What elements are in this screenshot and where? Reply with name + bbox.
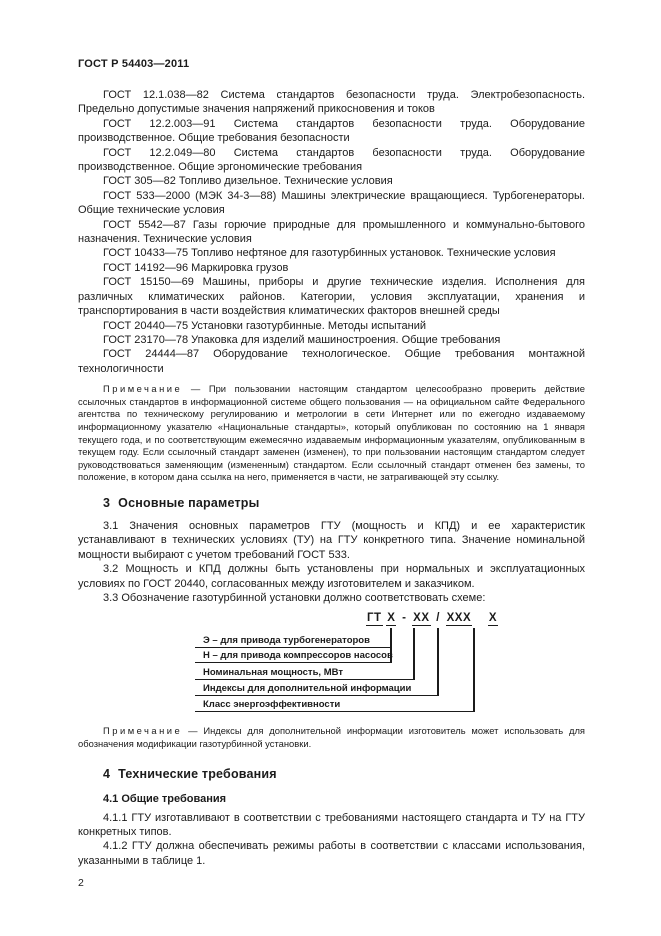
formula-index: ХХХ (446, 612, 472, 625)
reference-item: ГОСТ 533—2000 (МЭК 34-3—88) Машины электрические вращающиеся. Турбогенераторы. Общие технические условия (78, 189, 585, 217)
designation-row-power: Номинальная мощность, МВт (195, 665, 414, 680)
formula-slash: / (436, 612, 440, 625)
formula-dash: - (402, 612, 407, 625)
reference-item: ГОСТ 20440—75 Установки газотурбинные. Методы испытаний (103, 319, 427, 332)
note-label: Примечание (103, 383, 183, 395)
reference-item: ГОСТ 23170—78 Упаковка для изделий машиностроения. Общие требования (103, 333, 501, 346)
doc-header: ГОСТ Р 54403—2011 (78, 58, 190, 70)
reference-item: ГОСТ 15150—69 Машины, приборы и другие технические изделия. Исполнения для различных климатических районов. Категории, условия эксплуатации, хранения и транспортирования в части воздействия климатических факторов внешней среды (78, 276, 585, 318)
formula-power: ХХ (413, 612, 430, 625)
note-label: Примечание (103, 725, 183, 737)
designation-row-index: Индексы для дополнительной информации (195, 681, 438, 696)
reference-item: ГОСТ 24444—87 Оборудование технологическое. Общие требования монтажной технологичности (78, 348, 585, 375)
note-text: — При пользовании настоящим стандартом целесообразно проверить действие ссылочных стандартов в информационной системе общего пользования — на официальном сайте Федерального агентства по техническому регулированию и метрологии в сети Интернет или по ежегодно издаваемому информационному указателю «Национальные стандарты», который опубликован по состоянию на 1 января текущего года, и по соответствующим ежемесячно издаваемым информационным указателям, опубликованным в текущем году. Если ссылочный стандарт заменен (изменен), то при пользовании настоящим стандартом следует руководствоваться заменяющим (измененным) стандартом. Если ссылочный стандарт отменен без замены, то положение, в котором дана ссылка на него, применяется в части, не затрагивающей эту ссылку. (78, 383, 585, 483)
reference-item: ГОСТ 14192—96 Маркировка грузов (103, 261, 289, 274)
formula-prefix: ГТ (367, 612, 382, 625)
note-text: — Индексы для дополнительной информации изготовитель может использовать для обозначения модификации газотурбинной установки. (78, 725, 585, 749)
reference-item: ГОСТ 12.2.003—91 Система стандартов безопасности труда. Оборудование производственное. Общие требования безопасности (78, 117, 585, 145)
designation-row-turbogenerator: Э – для привода турбогенераторов (195, 633, 391, 648)
reference-item: ГОСТ 10433—75 Топливо нефтяное для газотурбинных установок. Технические условия (103, 247, 556, 260)
designation-scheme-diagram (78, 610, 585, 718)
designation-row-compressor: Н – для привода компрессоров насосов (195, 648, 391, 663)
section-3-heading: 3 Основные параметры (103, 495, 260, 510)
reference-item: ГОСТ 12.2.049—80 Система стандартов безопасности труда. Оборудование производственное. Общие эргономические требования (78, 146, 585, 174)
paragraph-3-3: 3.3 Обозначение газотурбинной установки должно соответствовать схеме: (103, 591, 486, 604)
formula-class: Х (488, 612, 498, 625)
section-4-1-heading: 4.1 Общие требования (103, 792, 227, 805)
reference-item: ГОСТ 305—82 Топливо дизельное. Технические условия (103, 175, 393, 188)
formula-drive-type: Х (387, 612, 396, 625)
references-list (78, 88, 585, 376)
designation-row-class: Класс энергоэффективности (195, 697, 474, 712)
page-number: 2 (78, 877, 84, 890)
designation-formula (366, 612, 498, 626)
reference-item: ГОСТ 12.1.038—82 Система стандартов безопасности труда. Электробезопасность. Предельно допустимые значения напряжений прикосновения и токов (78, 89, 585, 116)
paragraph-3-1: 3.1 Значения основных параметров ГТУ (мощность и КПД) и ее характеристик устанавливают в технических условиях (ТУ) на ГТУ конкретного типа. Значение номинальной мощности выбирают с учетом требований ГОСТ 533. (78, 519, 585, 561)
reference-item: ГОСТ 5542—87 Газы горючие природные для промышленного и коммунально-бытового назначения. Технические условия (78, 218, 585, 246)
section-4-heading: 4 Технические требования (103, 766, 277, 781)
paragraph-4-1-2: 4.1.2 ГТУ должна обеспечивать режимы работы в соответствии с классами использования, указанными в таблице 1. (78, 840, 585, 867)
paragraph-4-1-1: 4.1.1 ГТУ изготавливают в соответствии с требованиями настоящего стандарта и ТУ на ГТУ конкретных типов. (78, 811, 585, 838)
designation-note (78, 725, 585, 750)
references-note (78, 383, 585, 484)
paragraph-3-2: 3.2 Мощность и КПД должны быть установлены при нормальных и эксплуатационных условиях по ГОСТ 20440, согласованных между изготовителем и заказчиком. (78, 563, 585, 590)
